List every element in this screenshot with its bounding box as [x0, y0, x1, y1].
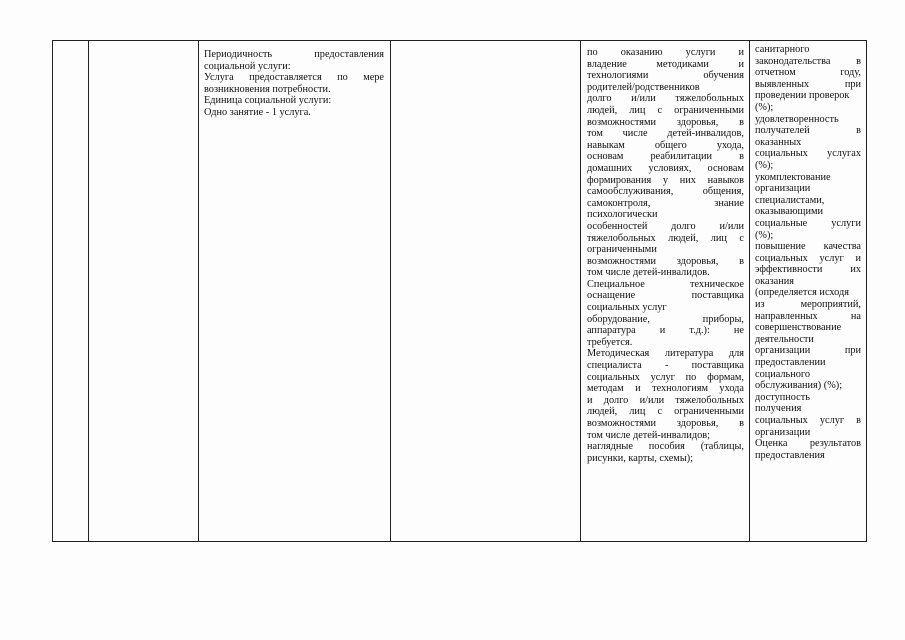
indicators-line: (%); [755, 229, 774, 241]
conditions-line: самоконтроля, знание [587, 197, 744, 209]
indicators-line: проведении проверок [755, 90, 850, 102]
column-border-3 [198, 40, 199, 542]
indicators-line: организации при [755, 345, 861, 357]
conditions-line: по оказанию услуги и [587, 47, 744, 58]
indicators-line: социальных услуг и [755, 252, 861, 264]
column-border-6 [749, 40, 750, 542]
conditions-line: формирования у них навыков [587, 174, 744, 186]
indicators-line: (%); [755, 101, 774, 113]
conditions-line: технологиями обучения [587, 70, 744, 82]
conditions-line: Специальное техническое [587, 278, 744, 290]
indicators-line: обслуживания) (%); [755, 380, 843, 392]
conditions-line: оборудование, приборы, [587, 313, 744, 325]
conditions-line: самообслуживания, общения, [587, 186, 744, 198]
indicators-line: Оценка результатов [755, 438, 861, 450]
conditions-line: Методическая литература для [587, 348, 744, 360]
conditions-line: людей, лиц с ограниченными [587, 104, 744, 116]
periodicity-line: возникновения потребности. [204, 83, 331, 95]
conditions-line: методам и технологиям ухода [587, 383, 744, 395]
conditions-line: возможностями здоровья, в [587, 255, 744, 267]
conditions-line: особенностей долго и/или [587, 220, 744, 232]
indicators-line: оказания [755, 275, 794, 287]
periodicity-line: Одно занятие - 1 услуга. [204, 106, 311, 118]
indicators-line: организации [755, 183, 811, 195]
indicators-line: социальных услугах [755, 148, 861, 160]
indicators-line: санитарного [755, 44, 810, 55]
conditions-line: тяжелобольных людей, лиц с [587, 232, 744, 244]
conditions-line: том числе детей-инвалидов, [587, 128, 744, 140]
indicators-line: организации [755, 426, 811, 438]
column-border-1 [52, 40, 53, 542]
indicators-line: предоставления [755, 449, 825, 461]
indicators-line: социальные услуги [755, 217, 861, 229]
conditions-line: основам реабилитации в [587, 151, 744, 163]
table-bottom-border [52, 541, 867, 542]
indicators-line: повышение качества [755, 241, 861, 253]
column-border-5 [580, 40, 581, 542]
column-border-4 [390, 40, 391, 542]
indicators-line: выявленных при [755, 78, 861, 90]
indicators-line: направленных на [755, 310, 861, 322]
conditions-line: долго и/или тяжелобольных [587, 93, 744, 105]
conditions-line: возможностями здоровья, в [587, 116, 744, 128]
indicators-line: совершенствование [755, 322, 842, 334]
conditions-line: и долго и/или тяжелобольных [587, 394, 744, 406]
conditions-line: требуется. [587, 336, 633, 348]
indicators-line: удовлетворенность [755, 113, 839, 125]
periodicity-line: Услуга предоставляется по мере [204, 72, 384, 84]
periodicity-line: Периодичность предоставления [204, 49, 384, 60]
indicators-line: укомплектование [755, 171, 831, 183]
indicators-line: социального [755, 368, 811, 380]
conditions-line: наглядные пособия (таблицы, [587, 441, 744, 453]
column-border-7 [866, 40, 867, 542]
indicators-line: получателей в [755, 125, 861, 137]
conditions-line: ограниченными [587, 244, 657, 256]
indicators-line: законодательства в [755, 55, 861, 67]
indicators-line: социальных услуг в [755, 415, 861, 426]
periodicity-cell [204, 49, 384, 119]
periodicity-line: социальной услуги: [204, 60, 291, 72]
conditions-line: навыкам общего ухода, [587, 139, 744, 151]
conditions-line: людей, лиц с ограниченными [587, 406, 744, 418]
conditions-line: психологически [587, 209, 658, 221]
indicators-cell [755, 44, 861, 461]
table-top-border [52, 40, 867, 41]
conditions-line: возможностями здоровья, в [587, 418, 744, 429]
indicators-line: оказанных [755, 136, 802, 148]
indicators-line: доступность [755, 391, 810, 403]
conditions-line: домашних условиях, основам [587, 162, 744, 174]
indicators-line: эффективности их [755, 264, 861, 276]
conditions-line: владение методиками и [587, 58, 744, 70]
conditions-line: оснащение поставщика [587, 290, 744, 302]
indicators-line: оказывающими [755, 206, 824, 218]
indicators-line: деятельности [755, 333, 814, 345]
indicators-line: специалистами, [755, 194, 825, 206]
conditions-line: аппаратура и т.д.): не [587, 325, 744, 337]
conditions-line: том числе детей-инвалидов. [587, 267, 710, 279]
indicators-line: отчетном году, [755, 67, 861, 79]
indicators-line: из мероприятий, [755, 299, 861, 311]
indicators-line: (определяется исходя [755, 287, 849, 299]
indicators-line: предоставлении [755, 357, 826, 369]
conditions-line: социальных услуг [587, 302, 667, 314]
conditions-line: родителей/родственников [587, 81, 700, 93]
periodicity-line: Единица социальной услуги: [204, 95, 332, 107]
column-border-2 [88, 40, 89, 542]
indicators-line: (%); [755, 159, 774, 171]
conditions-line: рисунки, карты, схемы); [587, 452, 694, 464]
conditions-line: том числе детей-инвалидов; [587, 429, 710, 441]
indicators-line: получения [755, 403, 802, 415]
conditions-line: специалиста - поставщика [587, 360, 744, 372]
services-table [52, 40, 867, 542]
conditions-line: социальных услуг по формам, [587, 371, 744, 383]
conditions-cell [587, 47, 744, 464]
